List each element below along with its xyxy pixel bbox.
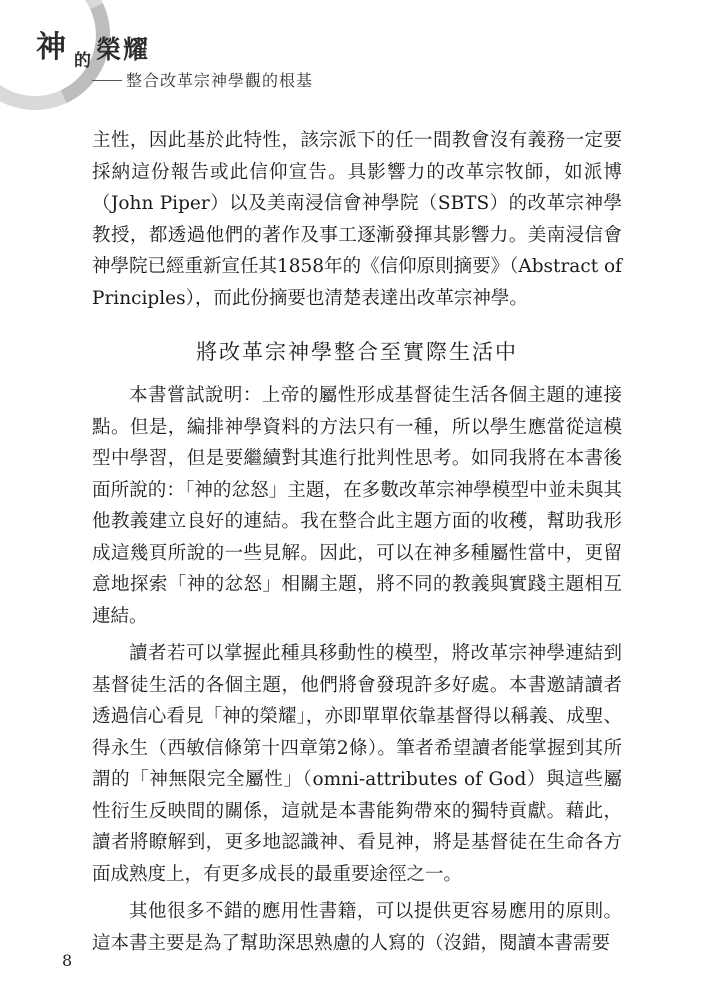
book-subtitle: 整合改革宗神學觀的根基 [126,71,314,90]
page-number: 8 [62,951,73,970]
paragraph-4: 其他很多不錯的應用性書籍，可以提供更容易應用的原則。這本書主要是為了幫助深思熟慮的人寫的（沒錯，閱讀本書需要 [92,901,622,954]
paragraph-2: 本書嘗試說明：上帝的屬性形成基督徒生活各個主題的連接點。但是，編排神學資料的方法只有一種，所以學生應當從這模型中學習，但是要繼續對其進行批判性思考。如同我將在本書後面所說的：「神的忿怒」主題，在多數改革宗神學模型中並未與其他教義建立良好的連結。我在整合此主題方面的收穫，幫助我形成這幾頁所說的一些見解。因此，可以在神多種屬性當中，更留意地探索「神的忿怒」相關主題，將不同的教義與實踐主題相互連結。 [92,385,622,627]
subtitle-dash [92,80,122,81]
book-title: 榮耀 [96,35,151,64]
paragraph-3: 讀者若可以掌握此種具移動性的模型，將改革宗神學連結到基督徒生活的各個主題，他們將會發現許多好處。本書邀請讀者透過信心看見「神的榮耀」，亦即單單依靠基督得以稱義、成聖、得永生（西敏信條第十四章第2條）。筆者希望讀者能掌握到其所謂的「神無限完全屬性」（omni-attributes of God）與這些屬性衍生反映間的關係，這就是本書能夠帶來的獨特貢獻。藉此，讀者將瞭解到，更多地認識神、看見神，將是基督徒在生命各方面成熟度上，有更多成長的最重要途徑之一。 [92,643,622,885]
book-title-char-large: 神 [36,30,66,65]
book-title-char-small: 的 [74,51,91,71]
paragraph-1: 主性，因此基於此特性，該宗派下的任一間教會沒有義務一定要採納這份報告或此信仰宣告。具影響力的改革宗牧師，如派博 （John Piper）以及美南浸信會神學院（SBTS）的改革宗神學教授，都透過他們的著作及事工逐漸發揮其影響力。美南浸信會神學院已經重新宣任其1858年的《信仰原則摘要》（Abstract of Principles），而此份摘要也清楚表達出改革宗神學。 [92,130,622,309]
page-body [92,125,622,959]
section-heading: 將改革宗神學整合至實際生活中 [196,340,518,364]
